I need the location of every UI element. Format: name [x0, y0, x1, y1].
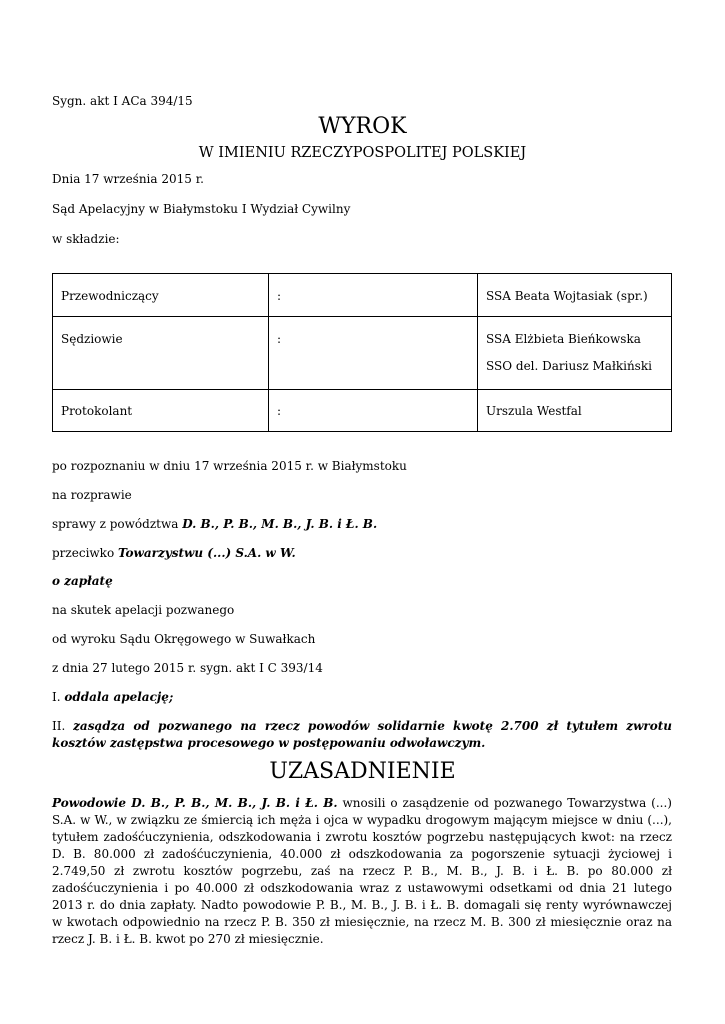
separator: :	[277, 289, 282, 303]
document-subtitle: W IMIENIU RZECZYPOSPOLITEJ POLSKIEJ	[198, 145, 527, 161]
case-subject: o zapłatę	[52, 574, 113, 588]
appeal-info: na skutek apelacji pozwanego	[52, 603, 235, 617]
judgment-date: Dnia 17 września 2015 r.	[52, 172, 204, 186]
suit-line	[52, 517, 377, 531]
against-line	[52, 546, 296, 560]
ruling-item-number: I.	[52, 690, 65, 704]
composition-label: w składzie:	[52, 232, 120, 246]
plaintiffs: D. B., P. B., M. B., J. B. i Ł. B.	[182, 517, 378, 531]
justification-text: wnosili o zasądzenie od pozwanego Towarzystwa (...) S.A. w W., w związku ze śmiercią ich męża i ojca w wypadku drogowym mającym miejsce w dniu (...), tytułem zadośćuczynienia, odszkodowania i zwrotu kosztów pogrzebu następujących kwot: na rzecz D. B. 80.000 zł zadośćuczynienia, 40.000 zł odszkodowania za pogorszenie sytuacji życiowej i 2.749,50 zł zwrotu kosztów pogrzebu, zaś na rzecz P. B., M. B., J. B. i Ł. B. po 80.000 zł zadośćuczynienia i po 40.000 zł odszkodowania wraz z ustawowymi odsetkami od dnia 21 lutego 2013 r. do dnia zapłaty. Nadto powodowie P. B., M. B., J. B. i Ł. B. domagali się renty wyrównawczej w kwotach odpowiednio na rzecz P. B. 350 zł miesięcznie, na rzecz M. B. 300 zł miesięcznie oraz na rzecz J. B. i Ł. B. kwot po 270 zł miesięcznie.	[52, 796, 672, 946]
lower-court-judgment-date: z dnia 27 lutego 2015 r. sygn. akt I C 393/14	[52, 661, 323, 675]
separator: :	[277, 404, 282, 418]
court-composition-table	[52, 273, 672, 432]
ruling-item-text: oddala apelację;	[64, 690, 174, 704]
ruling-item-2	[52, 718, 672, 752]
hearing-info: po rozpoznaniu w dniu 17 września 2015 r. w Białymstoku	[52, 459, 407, 473]
judge-name: SSO del. Dariusz Małkiński	[486, 359, 652, 373]
ruling-item-1	[52, 690, 173, 704]
role-presiding: Przewodniczący	[61, 289, 159, 303]
justification-paragraph	[52, 795, 672, 948]
judge-name: SSA Elżbieta Bieńkowska	[486, 332, 641, 346]
ruling-item-text: zasądza od pozwanego na rzecz powodów solidarnie kwotę 2.700 zł tytułem zwrotu kosztów zastępstwa procesowego w postępowaniu odwoławczym.	[52, 719, 673, 750]
case-signature: Sygn. akt I ACa 394/15	[52, 94, 193, 108]
table-row	[53, 390, 672, 432]
document-title: WYROK	[318, 114, 407, 139]
presiding-judge-name: SSA Beata Wojtasiak (spr.)	[486, 289, 648, 303]
court-name: Sąd Apelacyjny w Białymstoku I Wydział Cywilny	[52, 202, 351, 216]
justification-lead: Powodowie D. B., P. B., M. B., J. B. i Ł. B.	[52, 796, 338, 810]
role-judges: Sędziowie	[61, 332, 123, 346]
hearing-type: na rozprawie	[52, 488, 132, 502]
ruling-item-number: II.	[52, 719, 74, 733]
table-row	[53, 317, 672, 390]
against-prefix: przeciwko	[52, 546, 118, 560]
separator: :	[277, 332, 282, 346]
justification-heading: UZASADNIENIE	[269, 759, 456, 784]
role-clerk: Protokolant	[61, 404, 133, 418]
table-row	[53, 274, 672, 317]
suit-prefix: sprawy z powództwa	[52, 517, 183, 531]
clerk-name: Urszula Westfal	[486, 404, 582, 418]
lower-court-judgment: od wyroku Sądu Okręgowego w Suwałkach	[52, 632, 316, 646]
defendant: Towarzystwu (...) S.A. w W.	[117, 546, 296, 560]
